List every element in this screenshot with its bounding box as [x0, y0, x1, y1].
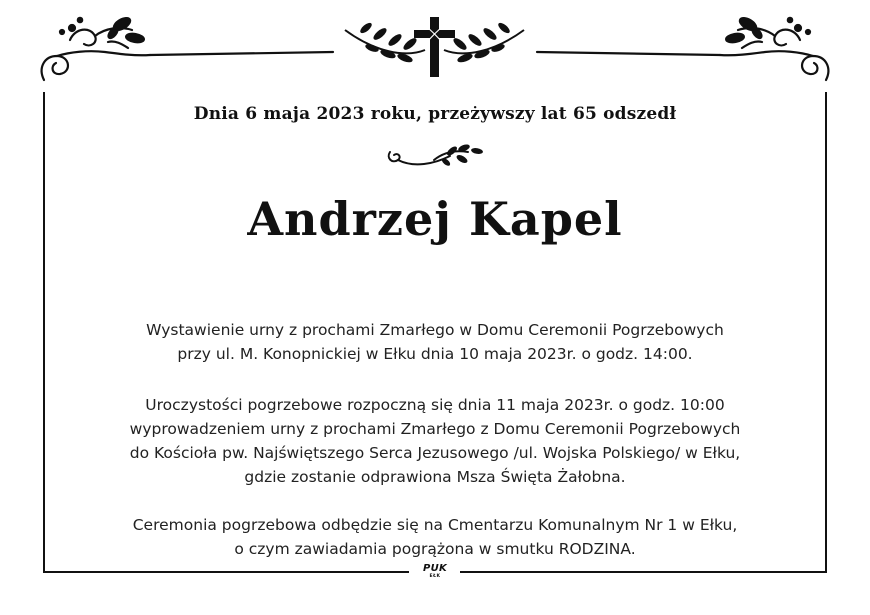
paragraph-line: wyprowadzeniem urny z prochami Zmarłego z Domu Ceremonii Pogrzebowych [129, 420, 741, 438]
cross-with-laurel-icon [345, 17, 524, 77]
frame-bottom-border-right [460, 571, 827, 573]
floral-corner-ornament-icon [537, 16, 828, 80]
paragraph-line: Wystawienie urny z prochami Zmarłego w Domu Ceremonii Pogrzebowych [146, 321, 724, 339]
paragraph-line: gdzie zostanie odprawiona Msza Święta Żałobna. [244, 468, 626, 486]
paragraph-line: Ceremonia pogrzebowa odbędzie się na Cmentarzu Komunalnym Nr 1 w Ełku, [132, 516, 738, 534]
frame-right-border [825, 92, 827, 572]
laurel-swirl-divider-icon [384, 142, 486, 172]
puk-logo [413, 563, 457, 579]
paragraph-burial [60, 513, 810, 561]
paragraph-funeral-ceremony [60, 393, 810, 489]
paragraph-line: o czym zawiadamia pogrążona w smutku RODZINA. [234, 540, 636, 558]
paragraph-line: Uroczystości pogrzebowe rozpoczną się dnia 11 maja 2023r. o godz. 10:00 [145, 396, 725, 414]
floral-corner-ornament-icon [42, 16, 333, 80]
paragraph-urn-viewing [60, 318, 810, 366]
frame-bottom-border-left [43, 571, 409, 573]
frame-left-border [43, 92, 45, 572]
paragraph-line: przy ul. M. Konopnickiej w Ełku dnia 10 maja 2023r. o godz. 14:00. [177, 345, 693, 363]
deceased-name: Andrzej Kapel [247, 192, 623, 246]
death-date-headline: Dnia 6 maja 2023 roku, przeżywszy lat 65 odszedł [193, 104, 677, 124]
logo-main-text: PUK [422, 563, 448, 574]
top-ornament-bar [0, 0, 870, 100]
paragraph-line: do Kościoła pw. Najświętszego Serca Jezusowego /ul. Wojska Polskiego/ w Ełku, [129, 444, 741, 462]
logo-sub-text: EŁK [429, 574, 441, 579]
